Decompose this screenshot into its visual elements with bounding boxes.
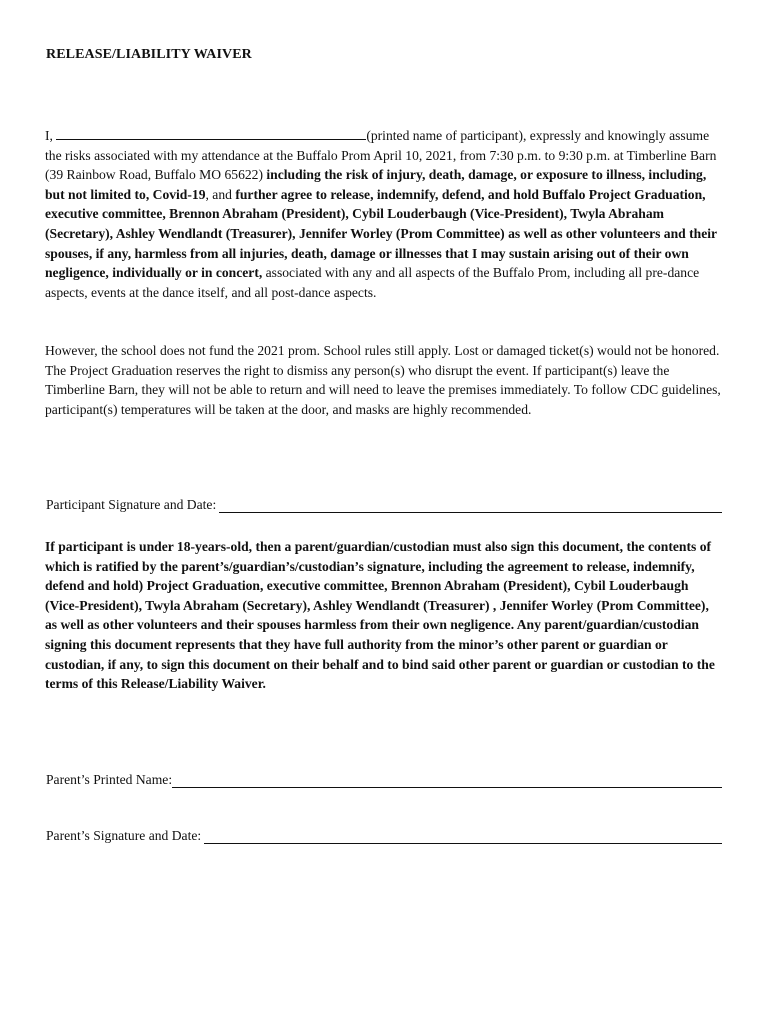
participant-signature-line — [46, 497, 722, 513]
waiver-intro: I, — [45, 128, 57, 143]
waiver-risk-clause: including the risk of injury, death, damage, or exposure to illness, including, but not limited to, Covid-19 — [45, 167, 707, 202]
parent-printed-name-line — [46, 772, 722, 788]
parent-signature-line — [46, 828, 722, 844]
parent-signature-field[interactable] — [204, 831, 722, 844]
parent-printed-name-label: Parent’s Printed Name: — [46, 772, 173, 787]
parent-printed-name-field[interactable] — [172, 775, 722, 788]
waiver-paragraph — [45, 126, 723, 302]
rules-paragraph: However, the school does not fund the 2021 prom. School rules still apply. Lost or damaged ticket(s) would not be honored. The Project Graduation reserves the right to dismiss any person(s) who disrupt the event. If participant(s) leave the Timberline Barn, they will not be able to return and will need to leave the premises immediately. To follow CDC guidelines, participant(s) temperatures will be taken at the door, and masks are highly recommended. — [45, 343, 721, 417]
document-title: RELEASE/LIABILITY WAIVER — [46, 47, 252, 62]
parent-signature-label: Parent’s Signature and Date: — [46, 828, 202, 843]
waiver-text-1: (printed name of participant), expressly and knowingly assume the risks associated with my attendance at the Buffalo Prom April 10, 2021, from 7:30 p.m. to 9:30 p.m. at Timberline Barn (39 Rainbow Road, Buffalo MO 65622) — [45, 128, 717, 183]
waiver-release-clause: further agree to release, indemnify, defend, and hold Buffalo Project Graduation, executive committee, Brennon Abraham (President), Cybil Louderbaugh (Vice-President), Twyla Abraham (Secretary), Ashley Wendlandt (Treasurer), Jennifer Worley (Prom Committee) as well as other volunteers and their spouses, if any, harmless from all injuries, death, damage or illnesses that I may sustain arising out of their own negligence, individually or in concert, — [45, 186, 717, 281]
waiver-text-2: , and — [205, 186, 236, 202]
participant-signature-label: Participant Signature and Date: — [46, 497, 217, 512]
waiver-text-3: associated with any and all aspects of the Buffalo Prom, including all pre-dance aspects, events at the dance itself, and all post-dance aspects. — [45, 265, 700, 300]
minor-consent-paragraph: If participant is under 18-years-old, then a parent/guardian/custodian must also sign this document, the contents of which is ratified by the parent’s/guardian’s/custodian’s signature, including the agreement to release, indemnify, defend and hold) Project Graduation, executive committee, Brennon Abraham (President), Cybil Louderbaugh (Vice-President), Twyla Abraham (Secretary), Ashley Wendlandt (Treasurer) , Jennifer Worley (Prom Committee), as well as other volunteers and their spouses harmless from their own negligence. Any parent/guardian/custodian signing this document represents that they have full authority from the minor’s other parent or guardian or custodian, if any, to sign this document on their behalf and to bind said other parent or guardian or custodian to the terms of this Release/Liability Waiver. — [45, 539, 715, 692]
participant-name-field[interactable] — [56, 127, 366, 140]
participant-signature-field[interactable] — [219, 500, 722, 513]
